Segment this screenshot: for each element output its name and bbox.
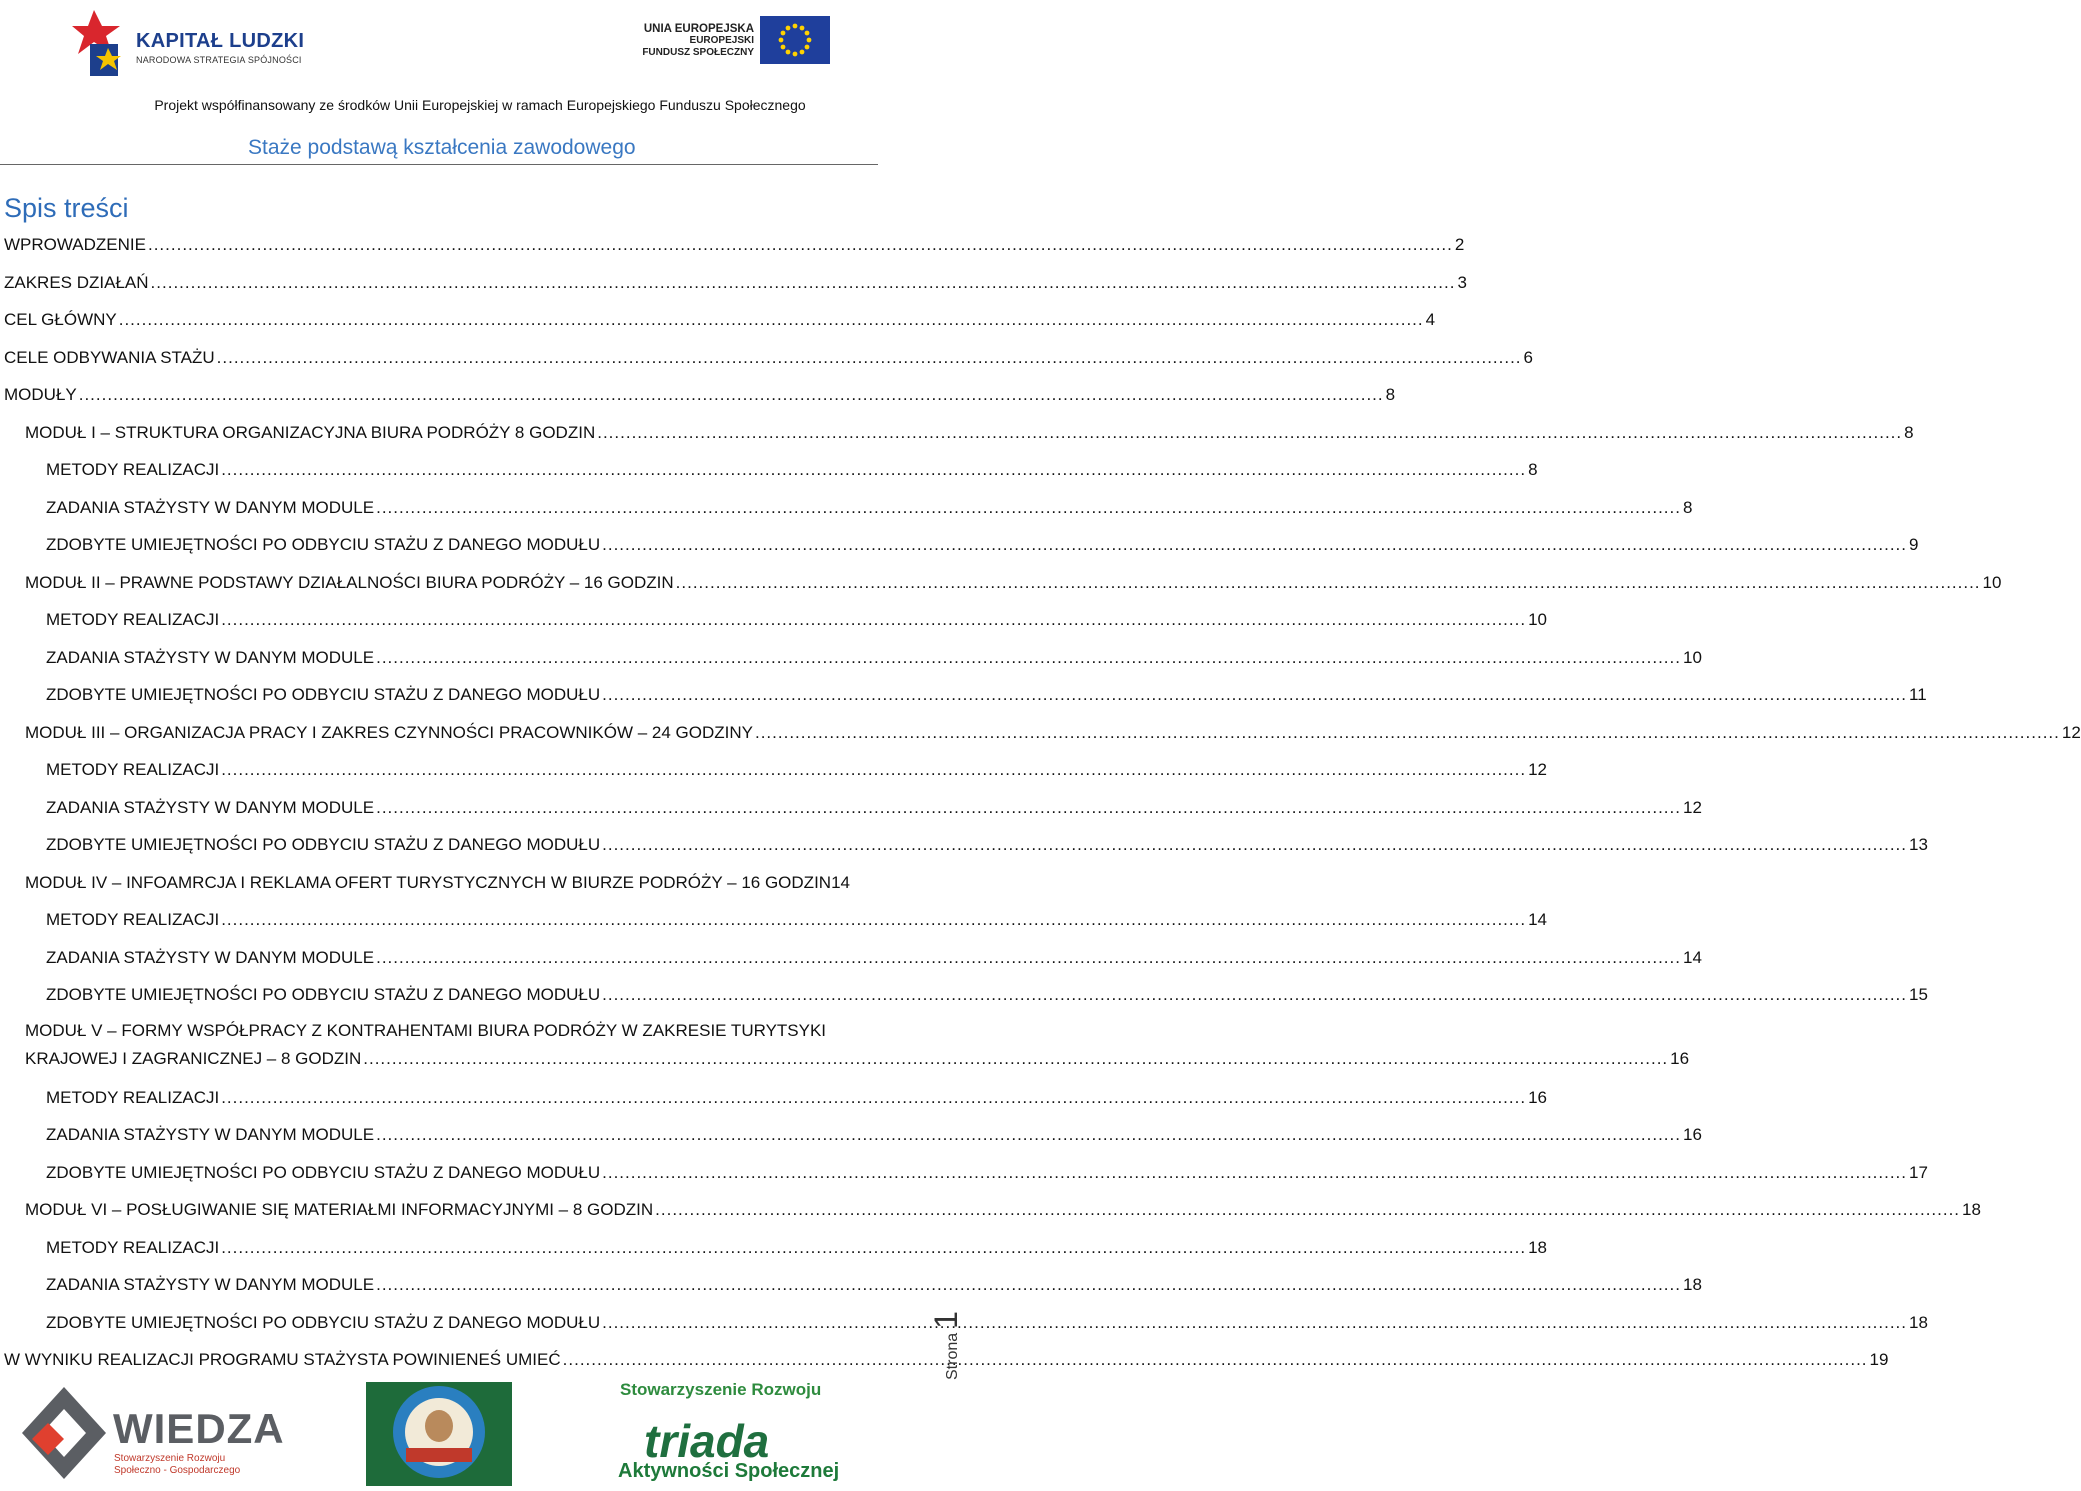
toc-entry-page: 8 bbox=[1385, 385, 1396, 404]
toc-leader bbox=[221, 458, 1526, 482]
toc-entry-text: ZDOBYTE UMIEJĘTNOŚCI PO ODBYCIU STAŻU Z DANEGO MODUŁU bbox=[46, 685, 601, 704]
eu-flag-icon bbox=[760, 16, 830, 64]
wiedza-logo bbox=[18, 1383, 285, 1483]
toc-entry-page: 10 bbox=[1982, 573, 2002, 592]
toc-entry-page: 12 bbox=[1528, 760, 1547, 779]
toc-entry-text: ZADANIA STAŻYSTY W DANYM MODULE bbox=[46, 1275, 375, 1294]
toc-leader bbox=[221, 1086, 1526, 1110]
toc-entry-page: 10 bbox=[1682, 648, 1702, 667]
toc-entry[interactable] bbox=[46, 646, 1702, 670]
wiedza-subtitle-line2: Społeczno - Gospodarczego bbox=[114, 1465, 241, 1476]
toc-entry-page: 15 bbox=[1909, 985, 1928, 1004]
toc-entry-page: 14 bbox=[1682, 948, 1702, 967]
toc-entry-page: 2 bbox=[1454, 235, 1465, 254]
toc-entry-text: ZDOBYTE UMIEJĘTNOŚCI PO ODBYCIU STAŻU Z DANEGO MODUŁU bbox=[46, 835, 601, 854]
toc-entry[interactable] bbox=[46, 983, 1928, 1007]
toc-entry-text: ZDOBYTE UMIEJĘTNOŚCI PO ODBYCIU STAŻU Z DANEGO MODUŁU bbox=[46, 985, 601, 1004]
toc-leader bbox=[602, 1311, 1907, 1335]
toc-leader bbox=[376, 496, 1681, 520]
toc-entry-text: METODY REALIZACJI bbox=[46, 760, 220, 779]
toc-entry-text: MODUŁ II – PRAWNE PODSTAWY DZIAŁALNOŚCI BIURA PODRÓŻY – 16 GODZIN bbox=[25, 573, 674, 592]
toc-entry-text: ZADANIA STAŻYSTY W DANYM MODULE bbox=[46, 948, 375, 967]
toc-entry-text: METODY REALIZACJI bbox=[46, 610, 220, 629]
eu-line-2: EUROPEJSKI bbox=[689, 35, 754, 46]
toc-entry[interactable] bbox=[4, 308, 1436, 332]
toc-entry-text: METODY REALIZACJI bbox=[46, 1238, 220, 1257]
toc-entry-page: 10 bbox=[1528, 610, 1547, 629]
toc-entry[interactable] bbox=[46, 796, 1702, 820]
toc-entry[interactable] bbox=[46, 1161, 1928, 1185]
toc-entry[interactable] bbox=[4, 346, 1534, 370]
toc-leader bbox=[755, 721, 2060, 745]
toc-leader bbox=[655, 1198, 1960, 1222]
toc-leader bbox=[119, 308, 1424, 332]
toc-entry-text: CEL GŁÓWNY bbox=[4, 310, 117, 329]
toc-entry-text: WPROWADZENIE bbox=[4, 235, 146, 254]
toc-entry-page: 18 bbox=[1528, 1238, 1547, 1257]
toc-entry-page: 18 bbox=[1909, 1313, 1928, 1332]
toc-entry-text: CELE ODBYWANIA STAŻU bbox=[4, 348, 215, 367]
toc-entry[interactable] bbox=[25, 871, 874, 895]
toc-entry-page: 16 bbox=[1528, 1088, 1547, 1107]
toc-entry-page: 12 bbox=[1682, 798, 1702, 817]
toc-leader bbox=[376, 646, 1681, 670]
toc-entry[interactable] bbox=[4, 383, 1396, 407]
toc-entry-text-line1: MODUŁ V – FORMY WSPÓŁPRACY Z KONTRAHENTAMI BIURA PODRÓŻY W ZAKRESIE TURYTSYKI bbox=[25, 1021, 827, 1040]
toc-entry-page: 14 bbox=[831, 873, 850, 892]
toc-entry-text: MODUŁ IV – INFOAMRCJA I REKLAMA OFERT TURYSTYCZNYCH W BIURZE PODRÓŻY – 16 GODZIN bbox=[25, 873, 832, 892]
toc-entry-text: ZDOBYTE UMIEJĘTNOŚCI PO ODBYCIU STAŻU Z DANEGO MODUŁU bbox=[46, 1313, 601, 1332]
toc-entry-text: MODUŁ VI – POSŁUGIWANIE SIĘ MATERIAŁMI INFORMACYJNYMI – 8 GODZIN bbox=[25, 1200, 654, 1219]
triada-wordmark: triada bbox=[644, 1415, 770, 1467]
toc-entry[interactable] bbox=[46, 683, 1927, 707]
toc-leader bbox=[148, 233, 1453, 257]
toc-entry-text: ZADANIA STAŻYSTY W DANYM MODULE bbox=[46, 1125, 375, 1144]
toc-entry-text: ZAKRES DZIAŁAŃ bbox=[4, 273, 149, 292]
toc-entry-text: METODY REALIZACJI bbox=[46, 910, 220, 929]
header-divider bbox=[0, 164, 878, 165]
toc-entry-page: 11 bbox=[1909, 685, 1927, 704]
kapital-ludzki-logo bbox=[72, 4, 312, 80]
toc-entry-text: ZADANIA STAŻYSTY W DANYM MODULE bbox=[46, 648, 375, 667]
project-cofinancing-note: Projekt współfinansowany ze środków Unii Europejskiej w ramach Europejskiego Funduszu Społecznego bbox=[154, 97, 806, 113]
wiedza-subtitle-line1: Stowarzyszenie Rozwoju bbox=[114, 1453, 226, 1464]
toc-entry[interactable] bbox=[46, 758, 1547, 782]
toc-entry[interactable] bbox=[46, 908, 1547, 932]
toc-entry-text: METODY REALIZACJI bbox=[46, 460, 220, 479]
school-emblem-logo bbox=[366, 1382, 512, 1486]
page-number-mark bbox=[928, 1296, 968, 1380]
toc-entry-page: 12 bbox=[2061, 723, 2081, 742]
toc-entry-text: MODUŁY bbox=[4, 385, 77, 404]
toc-entry[interactable] bbox=[46, 496, 1693, 520]
toc-entry[interactable] bbox=[46, 1123, 1702, 1147]
page-label: Strona bbox=[944, 1332, 961, 1380]
toc-entry[interactable] bbox=[4, 271, 1467, 295]
toc-leader bbox=[602, 983, 1907, 1007]
toc-leader bbox=[151, 271, 1456, 295]
toc-entry[interactable] bbox=[46, 533, 1919, 557]
triada-logo bbox=[614, 1378, 874, 1486]
toc-entry-page: 6 bbox=[1523, 348, 1534, 367]
eu-line-3: FUNDUSZ SPOŁECZNY bbox=[642, 47, 754, 58]
toc-entry[interactable] bbox=[46, 1086, 1547, 1110]
toc-entry[interactable] bbox=[4, 233, 1465, 257]
toc-entry[interactable] bbox=[46, 458, 1538, 482]
toc-entry-page: 17 bbox=[1909, 1163, 1928, 1182]
toc-leader bbox=[221, 608, 1526, 632]
toc-entry-text-line2: KRAJOWEJ I ZAGRANICZNEJ – 8 GODZIN bbox=[25, 1049, 362, 1068]
kapital-ludzki-title: KAPITAŁ LUDZKI bbox=[136, 30, 305, 52]
toc-leader bbox=[376, 1123, 1681, 1147]
toc-entry[interactable] bbox=[46, 833, 1928, 857]
eu-line-1: UNIA EUROPEJSKA bbox=[643, 23, 754, 35]
toc-entry[interactable] bbox=[46, 608, 1547, 632]
wiedza-subtitle bbox=[114, 1453, 240, 1477]
toc-entry-text: MODUŁ I – STRUKTURA ORGANIZACYJNA BIURA PODRÓŻY 8 GODZIN bbox=[25, 423, 596, 442]
toc-entry-page: 16 bbox=[1682, 1125, 1702, 1144]
toc-entry-page: 3 bbox=[1457, 273, 1467, 292]
wiedza-wordmark: WIEDZA bbox=[113, 1405, 285, 1452]
toc-entry-page: 9 bbox=[1909, 535, 1919, 554]
toc-leader bbox=[221, 908, 1526, 932]
toc-leader bbox=[221, 758, 1526, 782]
toc-entry[interactable] bbox=[46, 1236, 1547, 1260]
toc-leader bbox=[363, 1045, 1668, 1073]
toc-leader bbox=[597, 421, 1902, 445]
toc-entry-page: 8 bbox=[1682, 498, 1693, 517]
toc-entry-text: ZADANIA STAŻYSTY W DANYM MODULE bbox=[46, 798, 375, 817]
toc-leader bbox=[602, 533, 1907, 557]
toc-entry[interactable] bbox=[25, 1198, 1981, 1222]
toc-leader bbox=[602, 1161, 1907, 1185]
triada-arc-text: Stowarzyszenie Rozwoju bbox=[620, 1380, 822, 1399]
toc-entry-page: 18 bbox=[1962, 1200, 1981, 1219]
toc-leader bbox=[602, 833, 1907, 857]
toc-leader bbox=[376, 1273, 1681, 1297]
toc-entry-page: 16 bbox=[1670, 1049, 1690, 1068]
toc-entry[interactable] bbox=[46, 946, 1702, 970]
toc-leader bbox=[676, 571, 1981, 595]
wiedza-emblem bbox=[18, 1383, 110, 1483]
toc-entry-text: ZDOBYTE UMIEJĘTNOŚCI PO ODBYCIU STAŻU Z DANEGO MODUŁU bbox=[46, 1163, 601, 1182]
document-subtitle: Staże podstawą kształcenia zawodowego bbox=[248, 136, 636, 159]
toc-entry-text: METODY REALIZACJI bbox=[46, 1088, 220, 1107]
toc-entry-multiline[interactable] bbox=[25, 1017, 1690, 1073]
eu-fund-text bbox=[642, 23, 754, 59]
toc-leader bbox=[221, 1236, 1526, 1260]
toc-entry[interactable] bbox=[46, 1273, 1702, 1297]
toc-entry-page: 8 bbox=[1904, 423, 1914, 442]
toc-entry[interactable] bbox=[25, 571, 2002, 595]
toc-leader bbox=[376, 796, 1681, 820]
toc-entry-text: ZADANIA STAŻYSTY W DANYM MODULE bbox=[46, 498, 375, 517]
kapital-ludzki-subtitle: NARODOWA STRATEGIA SPÓJNOŚCI bbox=[136, 55, 302, 65]
toc-entry-page: 13 bbox=[1909, 835, 1928, 854]
triada-bottom-text: Aktywności Społecznej bbox=[618, 1460, 840, 1482]
toc-entry-text: ZDOBYTE UMIEJĘTNOŚCI PO ODBYCIU STAŻU Z DANEGO MODUŁU bbox=[46, 535, 601, 554]
kapital-ludzki-emblem bbox=[72, 4, 136, 80]
toc-entry-text: W WYNIKU REALIZACJI PROGRAMU STAŻYSTA POWINIENEŚ UMIEĆ bbox=[4, 1350, 561, 1369]
toc-entry[interactable] bbox=[46, 1311, 1928, 1335]
toc-leader bbox=[563, 1348, 1868, 1372]
toc-leader bbox=[217, 346, 1522, 370]
toc-entry-page: 4 bbox=[1425, 310, 1436, 329]
toc-entry-page: 18 bbox=[1682, 1275, 1702, 1294]
page-number: 1 bbox=[928, 1311, 964, 1329]
toc-entry[interactable] bbox=[25, 421, 1914, 445]
toc-leader bbox=[79, 383, 1384, 407]
toc-heading: Spis treści bbox=[4, 193, 129, 223]
toc-entry-page: 8 bbox=[1528, 460, 1538, 479]
toc-entry-page: 14 bbox=[1528, 910, 1547, 929]
eu-fund-logo bbox=[636, 4, 840, 76]
toc-leader bbox=[376, 946, 1681, 970]
toc-entry-text: MODUŁ III – ORGANIZACJA PRACY I ZAKRES CZYNNOŚCI PRACOWNIKÓW – 24 GODZINY bbox=[25, 723, 753, 742]
toc-leader bbox=[602, 683, 1907, 707]
toc-entry[interactable] bbox=[25, 721, 2081, 745]
toc-entry-page: 19 bbox=[1869, 1350, 1889, 1369]
